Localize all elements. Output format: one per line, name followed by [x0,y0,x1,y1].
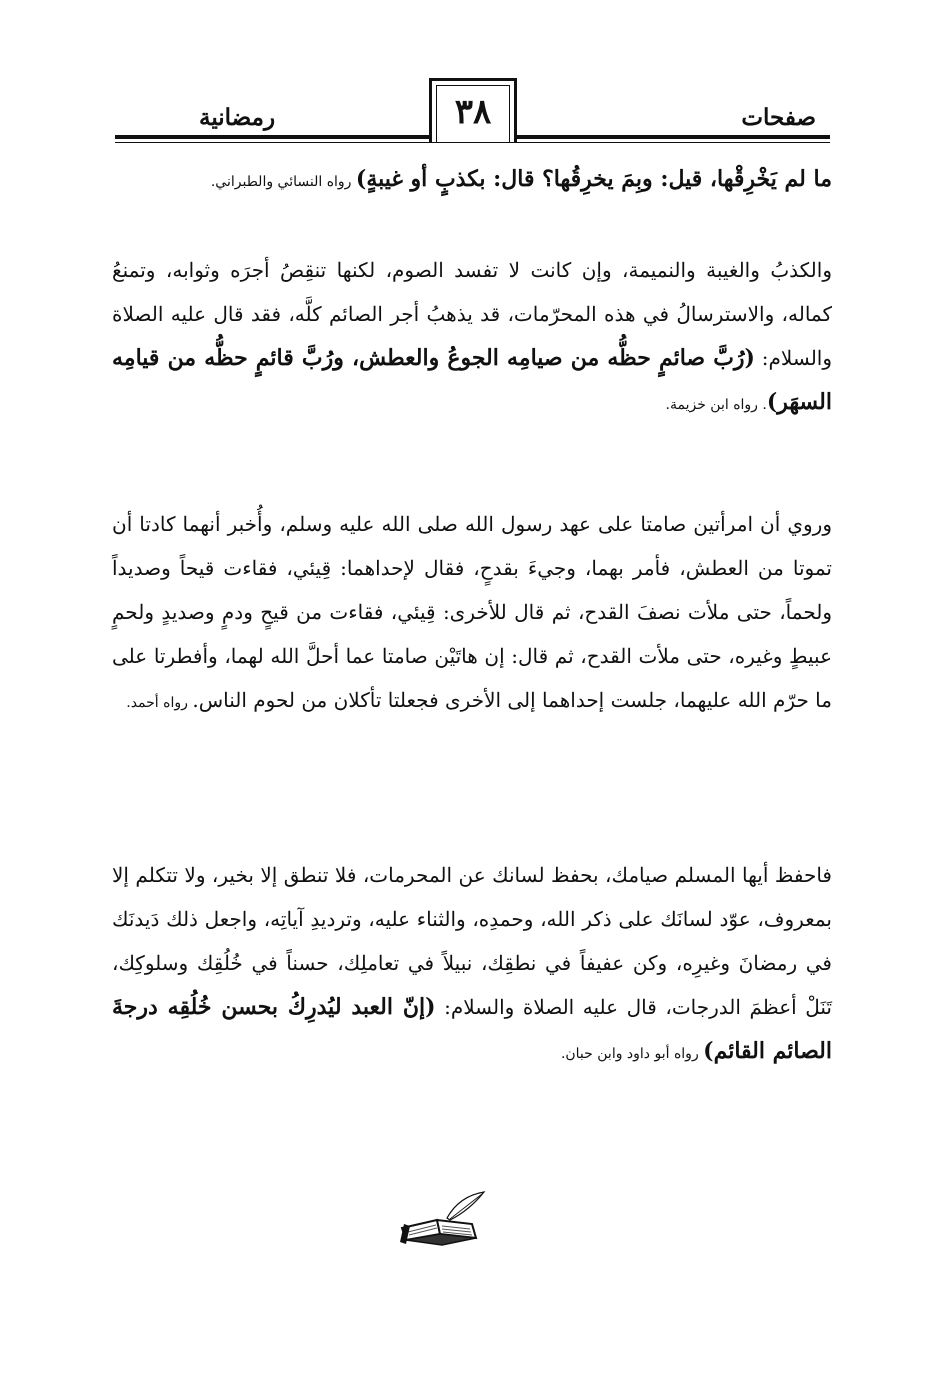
hadith-quote: (رُبَّ صائمٍ حظُّه من صيامِه الجوعُ والعطش، ورُبَّ قائمٍ حظُّه من قيامِه السهَر) [112,345,832,415]
hadith-source: رواه أحمد. [126,695,193,711]
paragraph-text: وروي أن امرأتين صامتا على عهد رسول الله صلى الله عليه وسلم، وأُخبر أنهما كادتا أن تموتا من العطش، فأمر بهما، وجيءَ بقدحٍ، فقال لإحداهما: قِيئي، فقاءت قيحاً وصديداً ولحماً، حتى ملأت نصفَ القدح، ثم قال للأخرى: قِيئي، فقاءت من قيحٍ ودمٍ وصديدٍ ولحمٍ عبيطٍ وغيره، حتى ملأت القدح، ثم قال: إن هاتَيْن صامتا عما أحلَّ الله لهما، وأفطرتا على ما حرّم الله عليهما، جلست إحداهما إلى الأخرى فجعلتا تأكلان من لحوم الناس. [112,512,832,712]
book-title-left: رمضانية [199,104,276,131]
paragraph-3 [112,502,832,725]
page-header [115,78,830,142]
hadith-quote: (إنّ العبد ليُدرِكُ بحسن خُلُقِه درجةَ الصائم القائم) [112,994,832,1064]
paragraph-4 [112,853,832,1076]
paragraph-text: فاحفظ أيها المسلم صيامك، بحفظ لسانك عن المحرمات، فلا تنطق إلا بخير، ولا تتكلم إلا بمعروف، عوّد لسانَك على ذكر الله، وحمدِه، والثناء عليه، وترديدِ آياتِه، واجعل ذلك دَيدنَك في رمضانَ وغيرِه، وكن عفيفاً في نطقِك، نبيلاً في تعاملِك، حسناً في خُلُقِك وسلوكِك، تَنَلْ أعظمَ الدرجات، قال عليه الصلاة والسلام: [112,863,832,1019]
page-number: ٣٨ [429,78,517,142]
hadith-quote: ما لم يَخْرِقْها، قيل: وبِمَ يخرِقُها؟ قال: بكذبٍ أو غيبةٍ) [355,166,832,192]
book-title-right: صفحات [741,104,816,131]
open-book-quill-icon [392,1190,492,1250]
hadith-source: رواه أبو داود وابن حبان. [560,1046,704,1062]
paragraph-1 [112,157,832,204]
header-rule-thin [115,142,830,143]
hadith-source: . رواه ابن خزيمة. [665,397,767,413]
paragraph-2 [112,248,832,427]
hadith-source: رواه النسائي والطبراني. [210,174,356,190]
paragraph-text: والكذبُ والغيبة والنميمة، وإن كانت لا تفسد الصوم، لكنها تنقِصُ أجرَه وثوابه، وتمنعُ كماله، والاسترسالُ في هذه المحرّمات، قد يذهبُ أجر الصائم كلَّه، فقد قال عليه الصلاة والسلام: [112,258,833,370]
